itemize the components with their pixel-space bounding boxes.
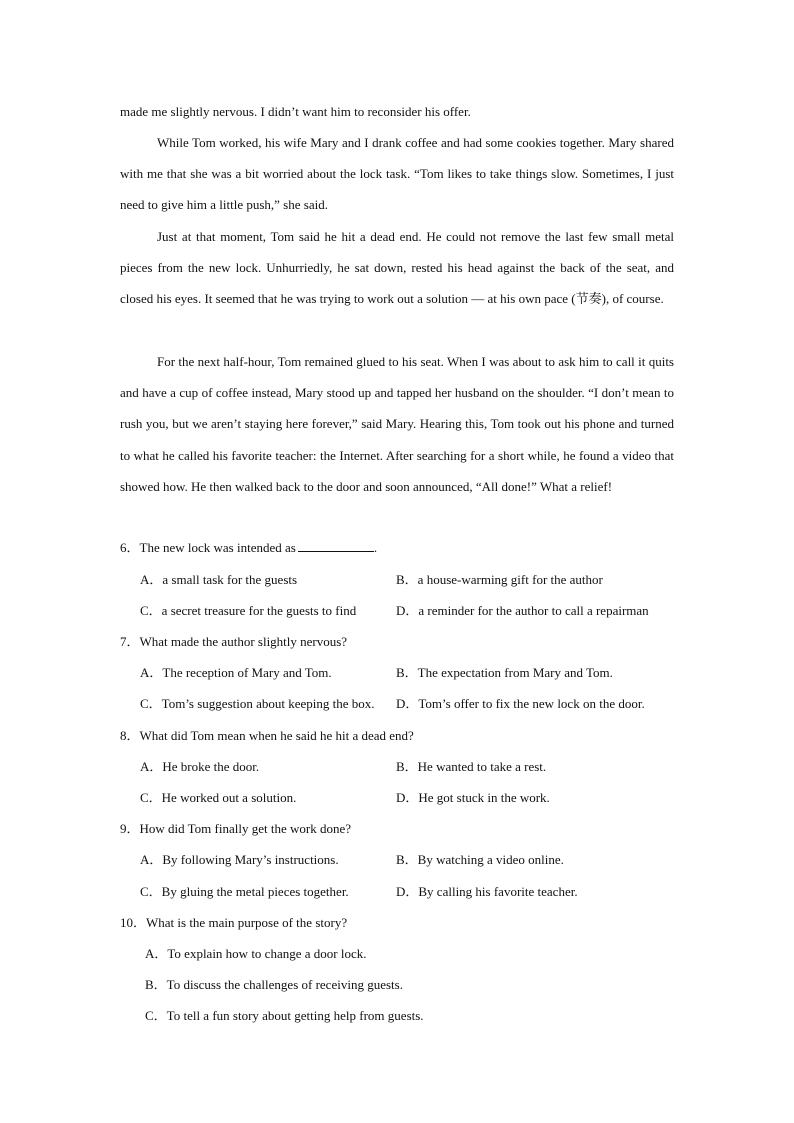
passage-paragraph: For the next half-hour, Tom remained glued to his seat. When I was about to ask him to call it quits and have a cup of coffee instead, Mary stood up and tapped her husband on the shoulder. “I don’t mean to rush you, but we aren’t staying here forever,” said Mary. Hearing this, Tom took out his phone and turned to what he called his favorite teacher: the Internet. After searching for a short while, he found a video that showed how. He then walked back to the door and soon announced, “All done!” What a relief! — [120, 354, 674, 494]
question-stem: 6．The new lock was intended as — [120, 540, 296, 555]
option-b: B．a house-warming gift for the author — [396, 572, 603, 587]
option-a: A．The reception of Mary and Tom. — [140, 665, 332, 680]
option-a: A．He broke the door. — [140, 759, 260, 774]
option-b: B．By watching a video online. — [396, 852, 564, 867]
passage-paragraph: made me slightly nervous. I didn’t want him to reconsider his offer. — [120, 104, 471, 119]
option-b: B．He wanted to take a rest. — [396, 759, 547, 774]
passage-paragraph: While Tom worked, his wife Mary and I drank coffee and had some cookies together. Mary shared with me that she was a bit worried about the lock task. “Tom likes to take things slow. Sometimes, I just need to give him a little push,” she said. — [120, 135, 674, 213]
option-a: A．To explain how to change a door lock. — [145, 946, 367, 961]
question-6 — [120, 538, 377, 558]
question-8: 8．What did Tom mean when he said he hit a dead end? — [120, 728, 414, 743]
option-a: A．By following Mary’s instructions. — [140, 852, 339, 867]
question-7: 7．What made the author slightly nervous? — [120, 634, 348, 649]
option-d: D．He got stuck in the work. — [396, 790, 550, 805]
question-9: 9．How did Tom finally get the work done? — [120, 821, 352, 836]
option-b: B．The expectation from Mary and Tom. — [396, 665, 613, 680]
question-10: 10．What is the main purpose of the story? — [120, 915, 348, 930]
option-c: C．By gluing the metal pieces together. — [140, 884, 349, 899]
option-c: C．He worked out a solution. — [140, 790, 297, 805]
passage-paragraph: Just at that moment, Tom said he hit a dead end. He could not remove the last few small metal pieces from the new lock. Unhurriedly, he sat down, rested his head against the back of the seat, and closed his eyes. It seemed that he was trying to work out a solution — at his own pace (节奏), of course. — [120, 229, 674, 307]
option-c: C．To tell a fun story about getting help from guests. — [145, 1008, 424, 1023]
question-stem-end: . — [373, 540, 378, 555]
option-c: C．Tom’s suggestion about keeping the box. — [140, 696, 375, 711]
option-c: C．a secret treasure for the guests to find — [140, 603, 357, 618]
option-d: D．Tom’s offer to fix the new lock on the door. — [396, 696, 645, 711]
option-b: B．To discuss the challenges of receiving guests. — [145, 977, 403, 992]
answer-blank — [298, 539, 374, 552]
option-a: A．a small task for the guests — [140, 572, 298, 587]
option-d: D．By calling his favorite teacher. — [396, 884, 578, 899]
option-d: D．a reminder for the author to call a repairman — [396, 603, 649, 618]
